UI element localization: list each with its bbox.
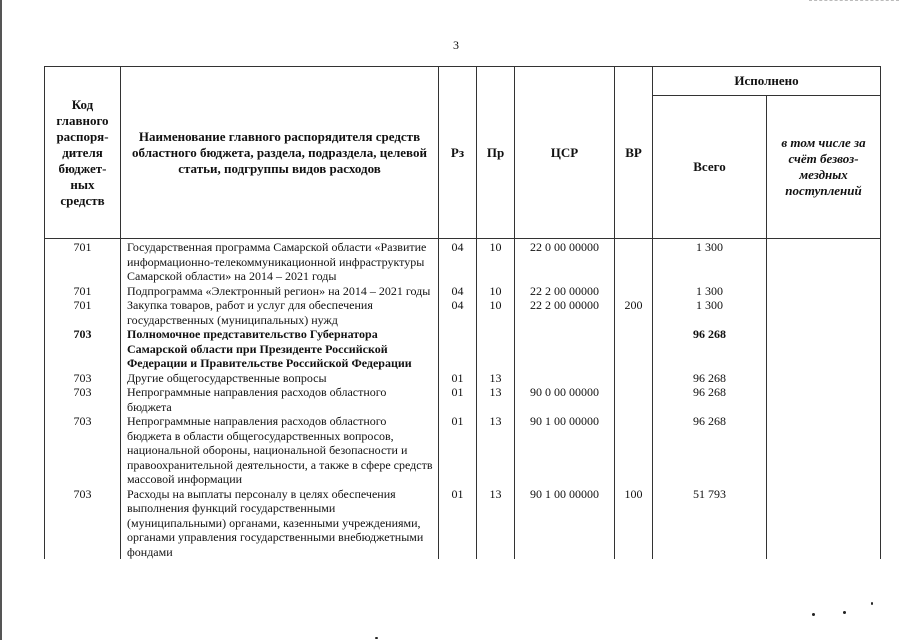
cell-code: 701 [45, 298, 121, 327]
cell-pr: 10 [477, 284, 515, 299]
cell-gratuitous [767, 414, 881, 487]
table-row [45, 385, 881, 414]
header-code: Код главного распоря-дителя бюджет-ных средств [45, 67, 121, 239]
cell-rz: 04 [439, 298, 477, 327]
cell-rz: 04 [439, 284, 477, 299]
cell-total: 1 300 [653, 298, 767, 327]
table-row [45, 371, 881, 386]
header-vr: ВР [615, 67, 653, 239]
scan-speck [812, 613, 815, 616]
cell-name: Подпрограмма «Электронный регион» на 2014 – 2021 годы [121, 284, 439, 299]
cell-pr: 13 [477, 487, 515, 560]
cell-csr: 90 1 00 00000 [515, 414, 615, 487]
cell-name: Государственная программа Самарской области «Развитие информационно-телекоммуникационной инфраструктуры Самарской области» на 2014 – 2021 годы [121, 239, 439, 284]
cell-total: 96 268 [653, 371, 767, 386]
table-row [45, 239, 881, 284]
header-csr: ЦСР [515, 67, 615, 239]
cell-name: Расходы на выплаты персоналу в целях обеспечения выполнения функций государственными (муниципальными) органами, казенными учреждениями, органами управления государственными внебюджетными фондами [121, 487, 439, 560]
cell-pr [477, 327, 515, 371]
cell-code: 703 [45, 487, 121, 560]
header-rz: Рз [439, 67, 477, 239]
cell-pr: 13 [477, 371, 515, 386]
cell-pr: 10 [477, 298, 515, 327]
cell-code: 701 [45, 239, 121, 284]
cell-csr: 22 2 00 00000 [515, 298, 615, 327]
header-executed: Исполнено [653, 67, 881, 96]
cell-gratuitous [767, 327, 881, 371]
budget-table [44, 66, 881, 559]
cell-pr: 13 [477, 385, 515, 414]
cell-gratuitous [767, 487, 881, 560]
cell-rz: 01 [439, 371, 477, 386]
cell-total: 96 268 [653, 327, 767, 371]
cell-name: Полномочное представительство Губернатора Самарской области при Президенте Российской Федерации и Правительстве Российской Федерации [121, 327, 439, 371]
scan-top-mark [809, 0, 899, 1]
cell-name: Непрограммные направления расходов областного бюджета в области общегосударственных вопросов, национальной обороны, национальной безопасности и правоохранительной деятельности, а также в сфере средств массовой информации [121, 414, 439, 487]
cell-gratuitous [767, 385, 881, 414]
cell-vr [615, 414, 653, 487]
table-row [45, 284, 881, 299]
cell-csr: 90 0 00 00000 [515, 385, 615, 414]
cell-gratuitous [767, 239, 881, 284]
cell-rz: 04 [439, 239, 477, 284]
cell-total: 1 300 [653, 239, 767, 284]
scan-left-edge [0, 0, 2, 640]
header-name: Наименование главного распорядителя средств областного бюджета, раздела, подраздела, целевой статьи, подгруппы видов расходов [121, 67, 439, 239]
cell-code: 703 [45, 385, 121, 414]
cell-vr [615, 327, 653, 371]
cell-csr [515, 327, 615, 371]
header-total: Всего [653, 96, 767, 239]
cell-name: Другие общегосударственные вопросы [121, 371, 439, 386]
cell-name: Закупка товаров, работ и услуг для обеспечения государственных (муниципальных) нужд [121, 298, 439, 327]
table-row [45, 327, 881, 371]
cell-vr [615, 239, 653, 284]
cell-pr: 10 [477, 239, 515, 284]
cell-code: 703 [45, 327, 121, 371]
cell-total: 96 268 [653, 414, 767, 487]
cell-total: 1 300 [653, 284, 767, 299]
cell-gratuitous [767, 371, 881, 386]
cell-csr [515, 371, 615, 386]
cell-rz: 01 [439, 385, 477, 414]
cell-pr: 13 [477, 414, 515, 487]
table-row [45, 414, 881, 487]
scan-speck [871, 602, 873, 605]
cell-code: 703 [45, 414, 121, 487]
cell-csr: 22 0 00 00000 [515, 239, 615, 284]
header-gratuitous: в том числе за счёт безвоз-мездных поступлений [767, 96, 881, 239]
cell-rz [439, 327, 477, 371]
cell-vr [615, 284, 653, 299]
page-number: 3 [453, 38, 459, 52]
table-row [45, 487, 881, 560]
cell-gratuitous [767, 298, 881, 327]
cell-vr: 200 [615, 298, 653, 327]
cell-rz: 01 [439, 414, 477, 487]
cell-code: 703 [45, 371, 121, 386]
cell-csr: 22 2 00 00000 [515, 284, 615, 299]
cell-code: 701 [45, 284, 121, 299]
cell-csr: 90 1 00 00000 [515, 487, 615, 560]
scan-speck [843, 611, 846, 614]
cell-vr [615, 371, 653, 386]
cell-rz: 01 [439, 487, 477, 560]
cell-name: Непрограммные направления расходов областного бюджета [121, 385, 439, 414]
cell-total: 51 793 [653, 487, 767, 560]
cell-vr: 100 [615, 487, 653, 560]
cell-vr [615, 385, 653, 414]
cell-gratuitous [767, 284, 881, 299]
header-pr: Пр [477, 67, 515, 239]
scan-speck [375, 637, 378, 639]
cell-total: 96 268 [653, 385, 767, 414]
table-row [45, 298, 881, 327]
